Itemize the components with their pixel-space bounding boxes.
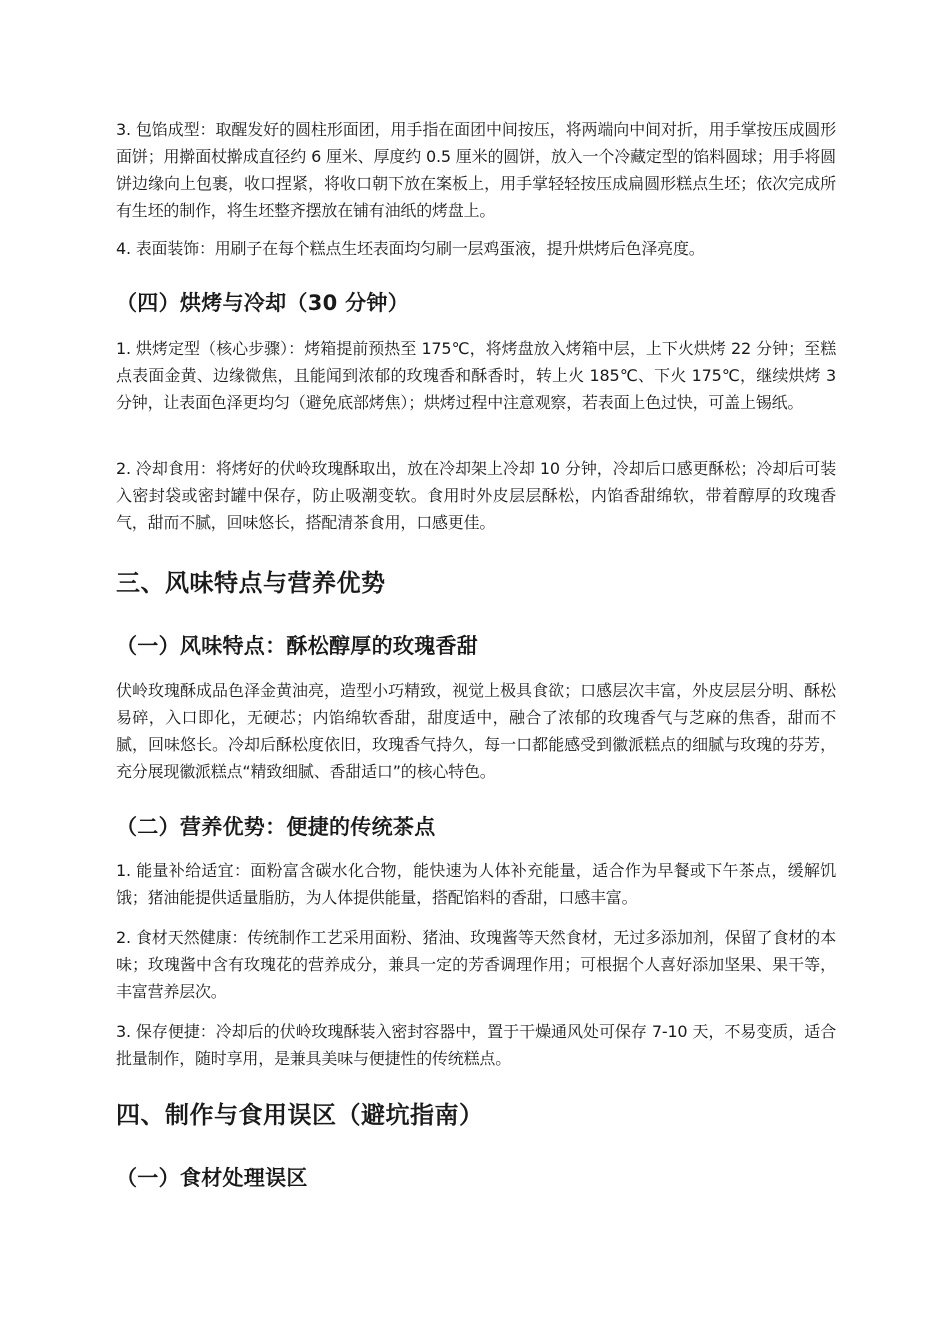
nutrition-energy-paragraph: 1. 能量补给适宜：面粉富含碳水化合物，能快速为人体补充能量，适合作为早餐或下午茶点，缓解饥饿；猪油能提供适量脂肪，为人体提供能量，搭配馅料的香甜，口感丰富。 bbox=[116, 861, 836, 907]
nutrition-ingredients-paragraph: 2. 食材天然健康：传统制作工艺采用面粉、猪油、玫瑰酱等天然食材，无过多添加剂，保留了食材的本味；玫瑰酱中含有玫瑰花的营养成分，兼具一定的芳香调理作用；可根据个人喜好添加坚果、果干等，丰富营养层次。 bbox=[116, 928, 836, 1001]
nutrition-subheading: （二）营养优势：便捷的传统茶点 bbox=[116, 815, 436, 839]
step-decoration-paragraph: 4. 表面装饰：用刷子在每个糕点生坯表面均匀刷一层鸡蛋液，提升烘烤后色泽亮度。 bbox=[116, 239, 705, 258]
flavor-subheading: （一）风味特点：酥松醇厚的玫瑰香甜 bbox=[116, 634, 479, 658]
cooling-step-paragraph: 2. 冷却食用：将烤好的伏岭玫瑰酥取出，放在冷却架上冷却 10 分钟，冷却后口感更酥松；冷却后可装入密封袋或密封罐中保存，防止吸潮变软。食用时外皮层层酥松，内馅香甜绵软，带着醇厚的玫瑰香气，甜而不腻，回味悠长，搭配清茶食用，口感更佳。 bbox=[116, 459, 836, 532]
mistakes-heading: 四、制作与食用误区（避坑指南） bbox=[116, 1101, 484, 1129]
ingredient-mistakes-subheading: （一）食材处理误区 bbox=[116, 1166, 308, 1190]
flavor-nutrition-heading: 三、风味特点与营养优势 bbox=[116, 569, 386, 597]
baking-section-heading: （四）烘烤与冷却（30 分钟） bbox=[116, 291, 410, 315]
flavor-paragraph: 伏岭玫瑰酥成品色泽金黄油亮，造型小巧精致，视觉上极具食欲；口感层次丰富，外皮层层分明、酥松易碎，入口即化，无硬芯；内馅绵软香甜，甜度适中，融合了浓郁的玫瑰香气与芝麻的焦香，甜而不腻，回味悠长。冷却后酥松度依旧，玫瑰香气持久，每一口都能感受到徽派糕点的细腻与玫瑰的芬芳，充分展现徽派糕点“精致细腻、香甜适口”的核心特色。 bbox=[116, 681, 836, 781]
step-shaping-paragraph: 3. 包馅成型：取醒发好的圆柱形面团，用手指在面团中间按压，将两端向中间对折，用手掌按压成圆形面饼；用擀面杖擀成直径约 6 厘米、厚度约 0.5 厘米的圆饼，放入一个冷藏定型的馅料圆球；用手将圆饼边缘向上包裹，收口捏紧，将收口朝下放在案板上，用手掌轻轻按压成扁圆形糕点生坯；依次完成所有生坯的制作，将生坯整齐摆放在铺有油纸的烤盘上。 bbox=[116, 120, 836, 220]
baking-step-paragraph: 1. 烘烤定型（核心步骤）：烤箱提前预热至 175℃，将烤盘放入烤箱中层，上下火烘烤 22 分钟；至糕点表面金黄、边缘微焦，且能闻到浓郁的玫瑰香和酥香时，转上火 185℃、下火 175℃，继续烘烤 3 分钟，让表面色泽更均匀（避免底部烤焦）；烘烤过程中注意观察，若表面上色过快，可盖上锡纸。 bbox=[116, 339, 836, 412]
nutrition-storage-paragraph: 3. 保存便捷：冷却后的伏岭玫瑰酥装入密封容器中，置于干燥通风处可保存 7-10 天，不易变质，适合批量制作，随时享用，是兼具美味与便捷性的传统糕点。 bbox=[116, 1022, 836, 1068]
